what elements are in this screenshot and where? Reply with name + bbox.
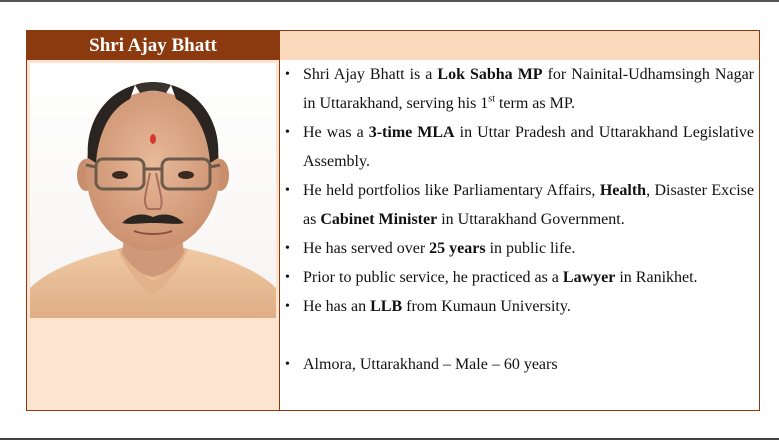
top-rule (0, 0, 779, 2)
list-item: • He has served over 25 years in public life. (280, 234, 759, 263)
spacer (280, 321, 759, 350)
list-item: • He was a 3-time MLA in Uttar Pradesh and Uttarakhand Legislative Assembly. (280, 118, 759, 176)
profile-card (26, 30, 760, 411)
header-band (279, 31, 759, 60)
list-item: • Prior to public service, he practiced as a Lawyer in Ranikhet. (280, 263, 759, 292)
list-item: • Shri Ajay Bhatt is a Lok Sabha MP for Nainital-Udhamsingh Nagar in Uttarakhand, serving his 1st term as MP. (280, 60, 759, 118)
facts-panel (279, 60, 759, 410)
portrait-photo (30, 63, 276, 318)
photo-panel (27, 60, 279, 410)
bottom-rule (0, 438, 779, 440)
list-item: • Almora, Uttarakhand – Male – 60 years (280, 350, 759, 379)
profile-name: Shri Ajay Bhatt (27, 31, 279, 60)
list-item: • He held portfolios like Parliamentary Affairs, Health, Disaster Excise as Cabinet Minister in Uttarakhand Government. (280, 176, 759, 234)
facts-list (280, 60, 759, 379)
list-item: • He has an LLB from Kumaun University. (280, 292, 759, 321)
